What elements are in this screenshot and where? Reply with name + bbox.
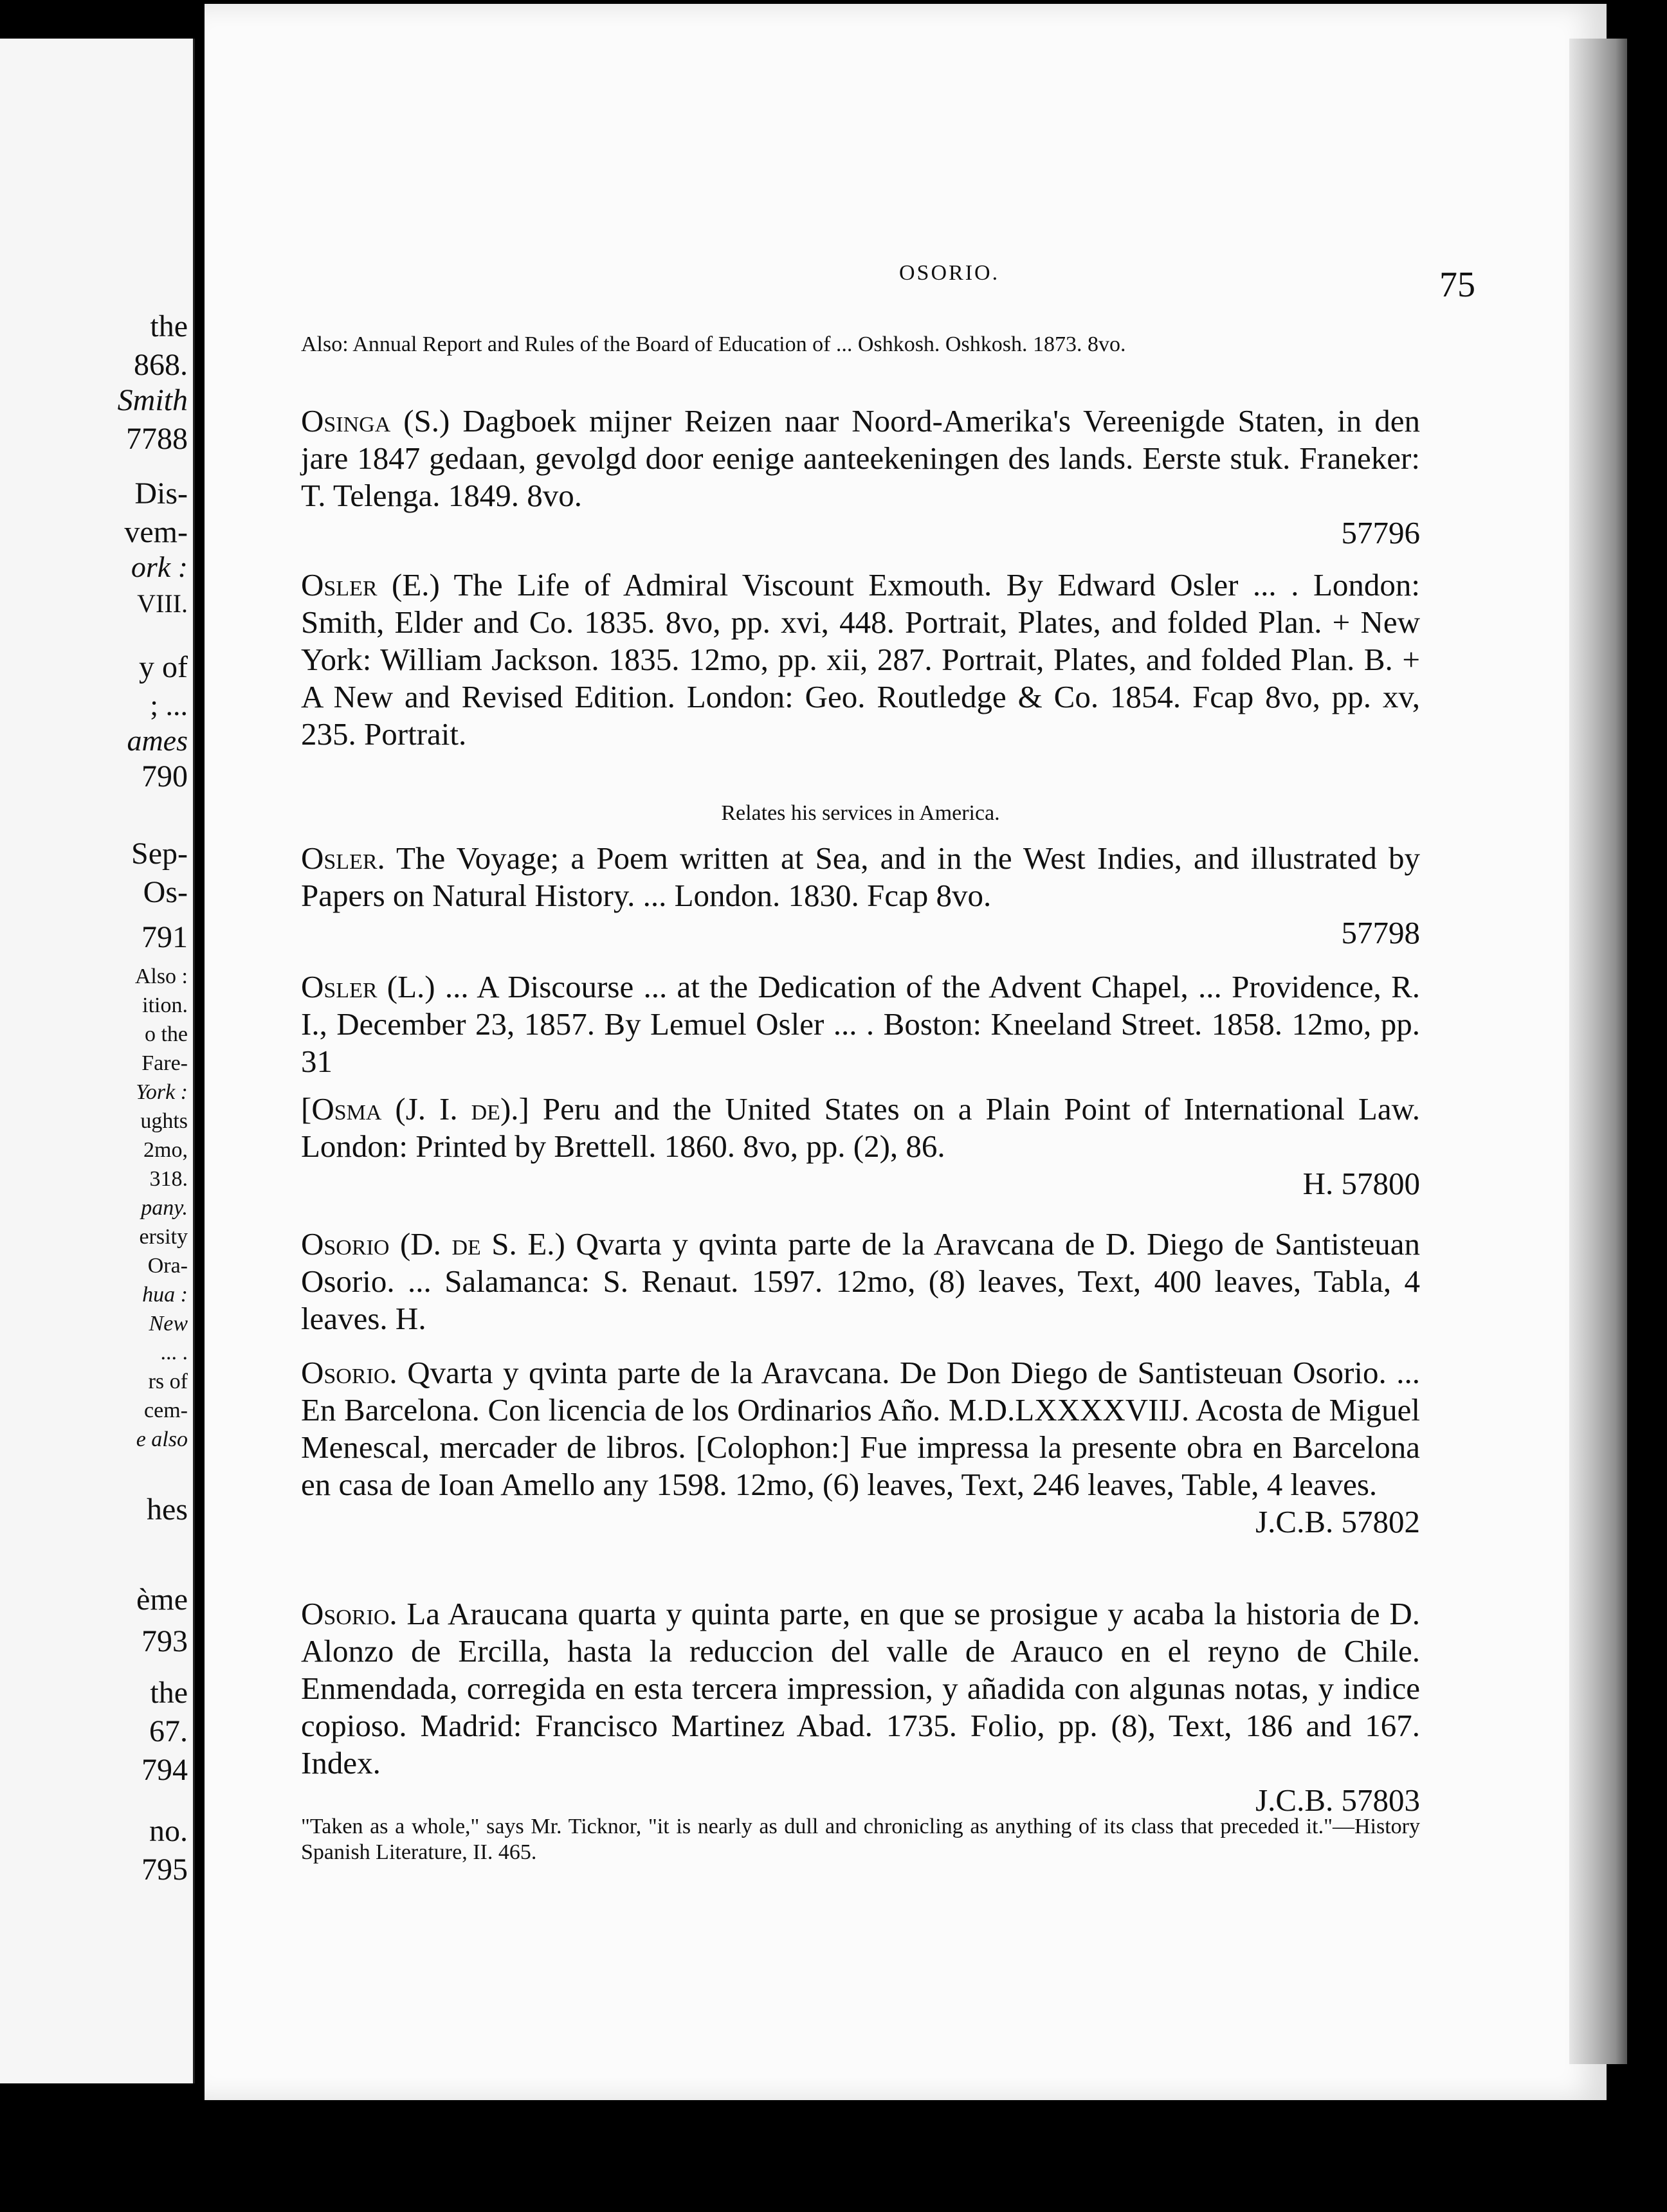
entry-text: The Life of Admiral Viscount Exmouth. By Edward Osler ... . London: Smith, Elder and Co. 1835. 8vo, pp. xvi, 448. Portrait, Plates, and folded Plan. + New York: William Jackson. 1835. 12mo, pp. xii, 287. Portrait, Plates, and folded Plan. B. + A New and Revised Edition. London: Geo. Routledge & Co. 1854. Fcap 8vo, pp. xv, 235. Portrait.: [301, 567, 1420, 752]
entry-text: ... A Discourse ... at the Dedication of the Advent Chapel, ... Providence, R. I., December 23, 1857. By Lemuel Osler ... . Boston: Kneeland Street. 1858. 12mo, pp. 31: [301, 969, 1420, 1079]
margin-fragment: ; ...: [150, 689, 188, 721]
margin-fragment: the: [150, 309, 188, 343]
margin-fragment: e also: [136, 1428, 188, 1451]
margin-fragment: 795: [141, 1853, 188, 1887]
margin-fragment: the: [150, 1676, 188, 1710]
entry-text: La Araucana quarta y quinta parte, en que se prosigue y acaba la historia de D. Alonzo de Ercilla, hasta la reduccion del valle de Arauco en el reyno de Chile. Enmendada, corregida en esta tercera impression, y añadida con algunas notas, y indice copioso. Madrid: Francisco Martinez Abad. 1735. Folio, pp. (8), Text, 186 and 167. Index.: [301, 1596, 1421, 1781]
margin-fragment: 794: [141, 1753, 188, 1787]
bibliography-entry: [301, 403, 1420, 552]
entry-text: Qvarta y qvinta parte de la Aravcana. De Don Diego de Santisteuan Osorio. ... En Barcelona. Con licencia de los Ordinarios Año. M.D.LXXXXVIIJ. Acosta de Miguel Menescal, mercader de libros. [Colophon:] Fue impressa la presente obra en Barcelona en casa de Ioan Amello any 1598. 12mo, (6) leaves, Text, 246 leaves, Table, 4 leaves.: [301, 1355, 1421, 1502]
entry-text: Dagboek mijner Reizen naar Noord-Amerika's Vereenigde Staten, in den jare 1847 gedaan, gevolgd door eenige aanteekeningen des lands. Eerste stuk. Franeker: T. Telenga. 1849. 8vo.: [301, 403, 1421, 513]
margin-fragment: ition.: [142, 993, 188, 1017]
margin-fragment: ersity: [139, 1225, 188, 1249]
entry-head: Osorio (D. de S. E.): [301, 1226, 565, 1262]
entry-number: H. 57800: [1302, 1166, 1420, 1201]
entry-head: Osler.: [301, 840, 385, 876]
margin-fragment: no.: [149, 1814, 188, 1848]
page-edge: [1569, 39, 1627, 2064]
margin-fragment: 67.: [149, 1714, 188, 1748]
entry-head: Osorio.: [301, 1596, 397, 1631]
margin-fragment: 793: [141, 1624, 188, 1658]
entry-head: Osinga (S.): [301, 403, 450, 439]
margin-fragment: 791: [141, 920, 188, 954]
bibliography-entry: [301, 567, 1420, 753]
margin-fragment: ème: [136, 1582, 188, 1617]
bibliography-entry: [301, 1354, 1420, 1541]
entry-head: Osler (L.): [301, 969, 435, 1004]
margin-fragment: 868.: [134, 348, 188, 382]
margin-fragment: ... .: [160, 1341, 188, 1364]
entry-text: The Voyage; a Poem written at Sea, and in the West Indies, and illustrated by Papers on Natural History. ... London. 1830. Fcap 8vo.: [301, 840, 1420, 913]
margin-fragment: Dis-: [134, 476, 188, 511]
running-head: OSORIO.: [899, 261, 1000, 285]
margin-fragment: 318.: [149, 1167, 188, 1191]
bibliography-entry: [301, 1226, 1420, 1337]
entry-head: Osler (E.): [301, 567, 440, 603]
bibliography-entry: [301, 1595, 1420, 1819]
margin-fragment: ork :: [131, 550, 188, 583]
footnote: "Taken as a whole," says Mr. Ticknor, "it is nearly as dull and chronicling as anything of its class that preceded it."—History Spanish Literature, II. 465.: [301, 1815, 1420, 1864]
margin-fragment: y of: [139, 650, 188, 684]
margin-fragment: hua :: [142, 1283, 188, 1307]
entry-text: Qvarta y qvinta parte de la Aravcana de D. Diego de Santisteuan Osorio. ... Salamanca: S. Renaut. 1597. 12mo, (8) leaves, Text, 400 leaves, Tabla, 4 leaves. H.: [301, 1226, 1420, 1336]
margin-fragment: York :: [136, 1080, 188, 1104]
margin-fragment: pany.: [141, 1196, 188, 1220]
entry-number: 57796: [1341, 515, 1420, 550]
entry-number: J.C.B. 57803: [1255, 1782, 1420, 1818]
margin-fragment: vem-: [124, 515, 188, 549]
margin-fragment: rs of: [148, 1370, 188, 1393]
margin-fragment: VIII.: [137, 589, 188, 618]
entry-head: [Osma (J. I. de).]: [301, 1091, 529, 1127]
margin-fragment: Fare-: [141, 1051, 188, 1075]
margin-fragment: Also :: [134, 965, 188, 988]
margin-fragment: New: [149, 1312, 188, 1336]
book-page: [205, 4, 1607, 2100]
entry-head: Osorio.: [301, 1355, 397, 1390]
margin-fragment: 7788: [126, 422, 188, 456]
bibliography-entry: [301, 968, 1420, 1080]
margin-fragment: 2mo,: [143, 1138, 188, 1162]
bibliography-entry: [301, 840, 1420, 952]
margin-fragment: Os-: [143, 875, 188, 909]
page-number: 75: [1439, 265, 1475, 305]
also-note: Also: Annual Report and Rules of the Board of Education of ... Oshkosh. Oshkosh. 1873. 8vo.: [301, 332, 1126, 356]
bibliography-entry: [301, 1091, 1420, 1202]
margin-fragment: Sep-: [131, 837, 188, 871]
margin-fragment: 790: [141, 759, 188, 793]
margin-fragment: hes: [147, 1492, 188, 1527]
entry-text: Peru and the United States on a Plain Point of International Law. London: Printed by Brettell. 1860. 8vo, pp. (2), 86.: [301, 1091, 1421, 1164]
previous-page-fragment: [0, 39, 195, 2083]
entry-number: 57798: [1341, 915, 1420, 950]
margin-fragment: ames: [127, 724, 188, 757]
margin-fragment: cem-: [144, 1399, 188, 1422]
entry-number: J.C.B. 57802: [1255, 1504, 1420, 1539]
margin-fragment: Ora-: [147, 1254, 188, 1278]
margin-fragment: Smith: [117, 383, 188, 417]
entry-note: Relates his services in America.: [721, 801, 1000, 825]
margin-fragment: o the: [144, 1022, 188, 1046]
margin-fragment: ughts: [140, 1109, 188, 1133]
